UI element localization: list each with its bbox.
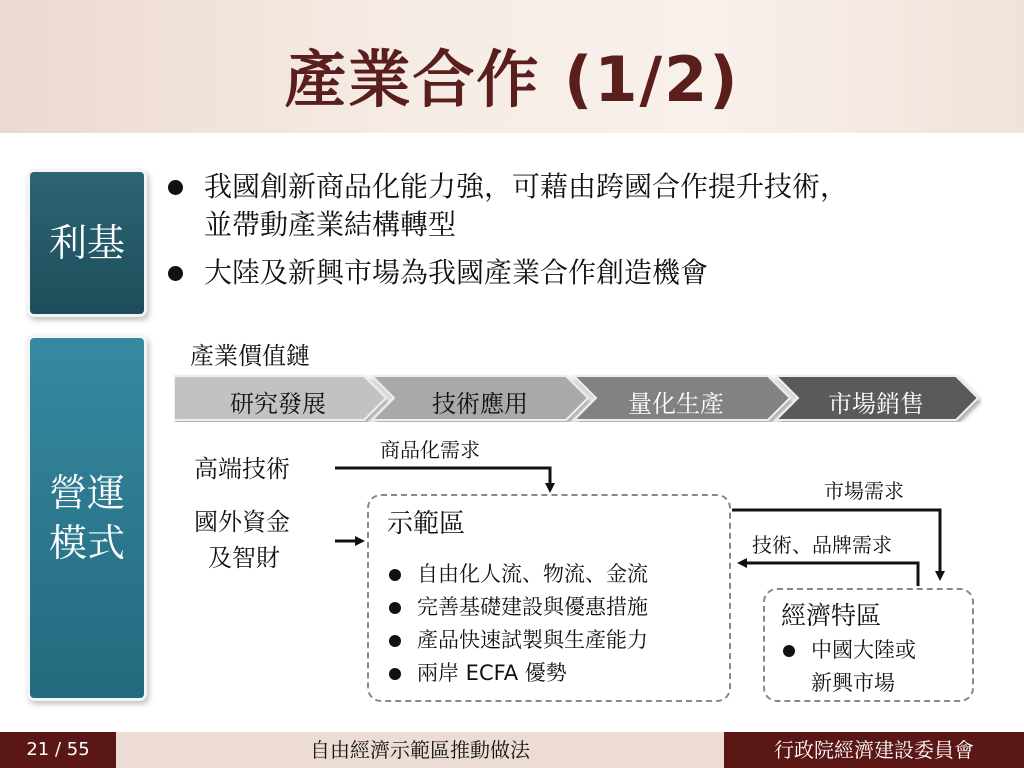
benefit-label: 利基 [48,221,125,265]
high-tech-label: 高端技術 [194,455,290,483]
market-demand-label: 市場需求 [824,479,904,503]
commercial-demand-label: 商品化需求 [380,438,480,462]
bullet-text-line1: 我國創新商品化能力強，可藉由跨國合作提升技術， [204,170,849,203]
foreign-capital-label-line1: 國外資金 [194,508,290,536]
list-item: 自由化人流、物流、金流 [387,558,648,591]
bullet-text-line1: 大陸及新興市場為我國產業合作創造機會 [204,256,709,289]
bullet-text-line2: 並帶動產業結構轉型 [204,208,457,241]
arrow-tech-brand-demand [740,563,918,586]
demo-zone-box [367,494,731,702]
tech-brand-demand-label: 技術、品牌需求 [752,533,892,557]
economic-zone-list [781,634,916,700]
footer-title: 自由經濟示範區推動做法 [116,732,724,768]
demo-zone-list [387,558,648,690]
economic-zone-title: 經濟特區 [781,601,882,630]
economic-zone-item-line2: 新興市場 [811,671,895,695]
list-item: 產品快速試製與生產能力 [387,624,648,657]
list-item [781,634,916,700]
list-item: 兩岸 ECFA 優勢 [387,657,648,690]
arrow-high-tech [335,468,550,490]
chain-step-application: 技術應用 [432,390,528,418]
economic-zone-item-line1: 中國大陸或 [811,638,916,662]
slide-title: 產業合作 (1/2) [284,43,740,116]
value-chain-label: 產業價值鏈 [190,342,310,370]
foreign-capital-label-line2: 及智財 [208,544,280,572]
chain-step-production: 量化生產 [628,390,724,418]
chain-step-marketing: 市場銷售 [828,390,924,418]
chain-step-research: 研究發展 [230,390,326,418]
list-item: 完善基礎建設與優惠措施 [387,591,648,624]
model-label-line1: 營運 [48,471,125,515]
demo-zone-title: 示範區 [387,509,466,539]
footer-organization: 行政院經濟建設委員會 [724,732,1024,768]
economic-zone-box [763,588,974,702]
page-number: 21 / 55 [0,732,116,768]
model-label-line2: 模式 [48,521,125,565]
